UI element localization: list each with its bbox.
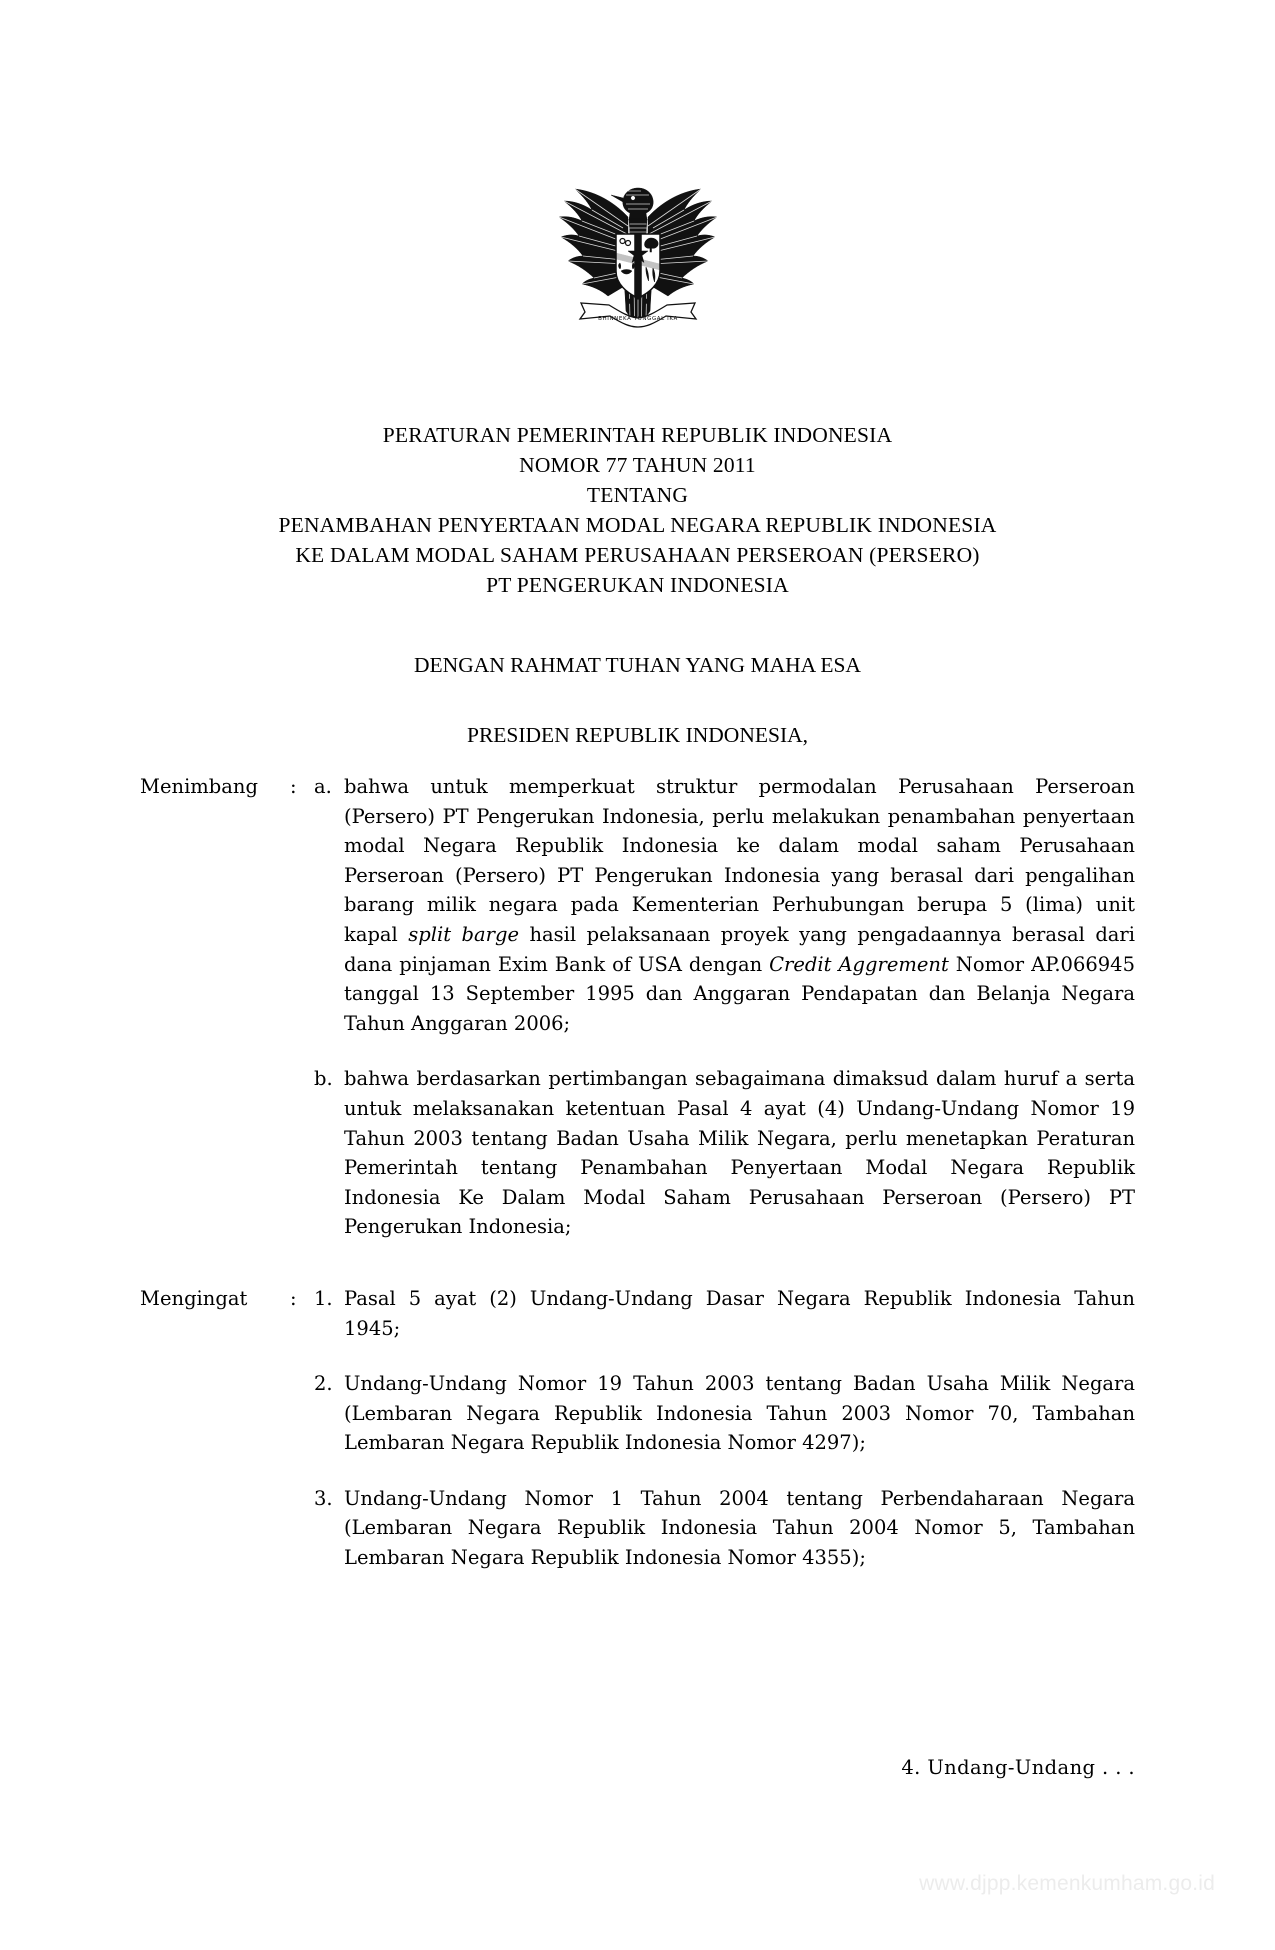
remembering-item-3-marker: 3. <box>314 1486 333 1510</box>
remembering-section <box>140 1284 1135 1573</box>
document-title-block <box>0 420 1275 600</box>
considering-colon: : <box>290 775 297 798</box>
considering-item-a-marker: a. <box>314 775 332 798</box>
considering-items <box>314 772 1135 1242</box>
garuda-pancasila-icon <box>553 178 723 338</box>
authority-line: PRESIDEN REPUBLIK INDONESIA, <box>466 723 809 747</box>
spacer <box>140 1242 1135 1284</box>
remembering-item-3-text: Undang-Undang Nomor 1 Tahun 2004 tentang Perbendaharaan Negara (Lembaran Negara Republik Indonesia Tahun 2004 Nomor 5, Tambahan Lembaran Negara Republik Indonesia Nomor 4355); <box>344 1486 1135 1570</box>
considering-a-part3: Nomor AP.066945 tanggal 13 September 1995 dan Anggaran Pendapatan dan Belanja Negara Tahun Anggaran 2006; <box>344 952 1135 1035</box>
list-item <box>314 1369 1135 1458</box>
considering-item-a-text <box>344 772 1135 1038</box>
remembering-item-2-marker: 2. <box>314 1372 333 1396</box>
spacer <box>0 680 1275 720</box>
list-item <box>314 1284 1135 1343</box>
list-item <box>314 772 1135 1038</box>
title-line-company: PT PENGERUKAN INDONESIA <box>486 573 789 597</box>
subtitle-block <box>0 650 1275 750</box>
list-item <box>314 1064 1135 1242</box>
page-continuation-note: 4. Undang-Undang . . . <box>901 1756 1135 1779</box>
considering-a-part1: bahwa untuk memperkuat struktur permodalan Perusahaan Perseroan (Persero) PT Pengerukan Indonesia, perlu melakukan penambahan penyertaan modal Negara Republik Indonesia ke dalam modal saham Perusahaan Perseroan (Persero) PT Pengerukan Indonesia yang berasal dari pengalihan barang milik negara pada Kementerian Perhubungan berupa 5 (lima) unit kapal <box>344 775 1135 946</box>
title-line-number: NOMOR 77 TAHUN 2011 <box>519 453 756 477</box>
remembering-items <box>314 1284 1135 1573</box>
emblem-motto-text: BHINNEKA TUNGGAL IKA <box>597 316 678 322</box>
considering-item-b-text: bahwa berdasarkan pertimbangan sebagaimana dimaksud dalam huruf a serta untuk melaksanakan ketentuan Pasal 4 ayat (4) Undang-Undang Nomor 19 Tahun 2003 tentang Badan Usaha Milik Negara, perlu menetapkan Peraturan Pemerintah tentang Penambahan Penyertaan Modal Negara Republik Indonesia Ke Dalam Modal Saham Perusahaan Perseroan (Persero) PT Pengerukan Indonesia; <box>344 1067 1135 1239</box>
remembering-item-1-text: Pasal 5 ayat (2) Undang-Undang Dasar Negara Republik Indonesia Tahun 1945; <box>344 1286 1135 1340</box>
title-line-tentang: TENTANG <box>586 483 689 507</box>
considering-label: Menimbang <box>140 775 258 798</box>
remembering-item-1-marker: 1. <box>314 1286 333 1310</box>
list-item <box>314 1484 1135 1573</box>
remembering-item-2-text: Undang-Undang Nomor 19 Tahun 2003 tentang Badan Usaha Milik Negara (Lembaran Negara Republik Indonesia Tahun 2003 Nomor 70, Tambahan Lembaran Negara Republik Indonesia Nomor 4297); <box>344 1372 1135 1455</box>
document-body <box>140 772 1135 1573</box>
site-watermark: www.djpp.kemenkumham.go.id <box>919 1872 1215 1895</box>
considering-section <box>140 772 1135 1242</box>
blessing-line: DENGAN RAHMAT TUHAN YANG MAHA ESA <box>414 653 861 677</box>
remembering-colon: : <box>290 1286 297 1310</box>
title-line-subject-1: PENAMBAHAN PENYERTAAN MODAL NEGARA REPUBLIK INDONESIA <box>278 513 997 537</box>
emblem-container <box>0 178 1275 338</box>
title-line-regulation: PERATURAN PEMERINTAH REPUBLIK INDONESIA <box>382 423 893 447</box>
considering-a-italic-split-barge: split barge <box>408 922 519 946</box>
remembering-label: Mengingat <box>140 1286 248 1310</box>
considering-a-part2: hasil pelaksanaan proyek yang pengadaannya berasal dari dana pinjaman Exim Bank of USA dengan <box>344 922 1135 976</box>
considering-item-b-marker: b. <box>314 1067 333 1091</box>
considering-a-italic-credit-aggrement: Credit Aggrement <box>769 952 949 976</box>
title-line-subject-2: KE DALAM MODAL SAHAM PERUSAHAAN PERSEROAN (PERSERO) <box>295 543 980 567</box>
